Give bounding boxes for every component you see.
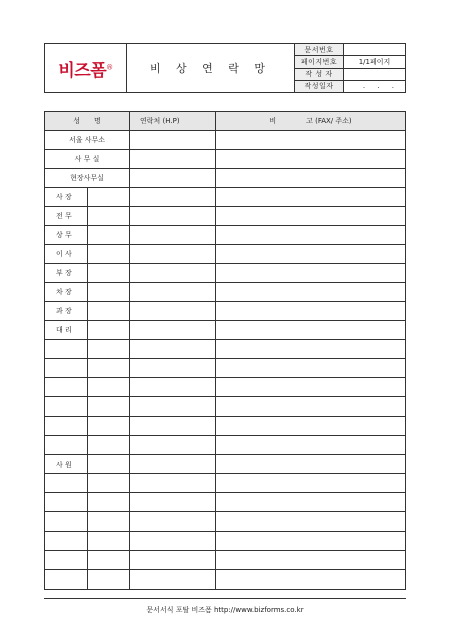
staff-row	[45, 359, 405, 378]
col-header-note-b: 고 (FAX/ 주소)	[306, 117, 352, 125]
meta-label: 작 성 자	[295, 69, 344, 80]
staff-row	[45, 378, 405, 397]
phone-cell[interactable]	[130, 532, 216, 550]
table-row	[45, 169, 405, 188]
name-cell[interactable]	[88, 397, 130, 415]
office-label: 현장사무실	[45, 169, 130, 187]
phone-cell[interactable]	[130, 397, 216, 415]
note-cell[interactable]	[216, 340, 405, 358]
col-header-note-a: 비	[269, 117, 277, 125]
staff-row	[45, 436, 405, 455]
table-row	[45, 150, 405, 169]
rank-label: 과 장	[45, 302, 88, 320]
name-cell[interactable]	[88, 340, 130, 358]
office-label: 사 무 실	[45, 150, 130, 168]
name-cell[interactable]	[88, 455, 130, 473]
bizforms-logo: 비즈폼®	[58, 60, 113, 81]
note-cell[interactable]	[216, 397, 405, 415]
note-cell[interactable]	[216, 264, 405, 282]
meta-table	[295, 44, 405, 92]
phone-cell[interactable]	[130, 417, 216, 435]
phone-cell[interactable]	[130, 226, 216, 244]
staff-row	[45, 532, 405, 551]
staff-row	[45, 512, 405, 531]
table-row	[45, 283, 405, 302]
table-row	[45, 245, 405, 264]
phone-cell[interactable]	[130, 474, 216, 492]
name-cell[interactable]	[88, 283, 130, 301]
name-cell[interactable]	[88, 570, 130, 589]
name-cell[interactable]	[88, 512, 130, 530]
phone-cell[interactable]	[130, 359, 216, 377]
note-cell[interactable]	[216, 150, 405, 168]
office-label: 서울 사무소	[45, 131, 130, 149]
logo-cell	[45, 44, 127, 92]
phone-cell[interactable]	[130, 188, 216, 206]
meta-label: 문서번호	[295, 44, 344, 55]
table-header-row	[45, 112, 405, 131]
rank-label: 상 무	[45, 226, 88, 244]
phone-cell[interactable]	[130, 455, 216, 473]
staff-row	[45, 493, 405, 512]
note-cell[interactable]	[216, 226, 405, 244]
name-cell[interactable]	[88, 302, 130, 320]
name-cell[interactable]	[88, 359, 130, 377]
phone-cell[interactable]	[130, 245, 216, 263]
contact-table	[44, 111, 406, 590]
phone-cell[interactable]	[130, 207, 216, 225]
table-row	[45, 321, 405, 340]
name-cell[interactable]	[88, 321, 130, 339]
name-cell[interactable]	[88, 207, 130, 225]
phone-cell[interactable]	[130, 493, 216, 511]
note-cell[interactable]	[216, 551, 405, 569]
rank-label: 부 장	[45, 264, 88, 282]
note-cell[interactable]	[216, 417, 405, 435]
note-cell[interactable]	[216, 131, 405, 149]
rank-label: 이 사	[45, 245, 88, 263]
phone-cell[interactable]	[130, 131, 216, 149]
title-cell	[127, 44, 295, 92]
name-cell[interactable]	[88, 264, 130, 282]
staff-row	[45, 397, 405, 416]
author-field[interactable]	[344, 69, 405, 80]
note-cell[interactable]	[216, 436, 405, 454]
doc-number-field[interactable]	[344, 44, 405, 55]
staff-label: 사 원	[45, 340, 88, 589]
note-cell[interactable]	[216, 378, 405, 396]
phone-cell[interactable]	[130, 150, 216, 168]
note-cell[interactable]	[216, 207, 405, 225]
note-cell[interactable]	[216, 532, 405, 550]
note-cell[interactable]	[216, 512, 405, 530]
staff-row	[45, 570, 405, 589]
meta-row-doc-number	[295, 44, 405, 56]
phone-cell[interactable]	[130, 169, 216, 187]
phone-cell[interactable]	[130, 551, 216, 569]
footer-text: 문서서식 포탈 비즈폼 http://www.bizforms.co.kr	[146, 606, 304, 614]
table-row	[45, 302, 405, 321]
name-cell[interactable]	[88, 436, 130, 454]
name-cell[interactable]	[88, 493, 130, 511]
note-cell[interactable]	[216, 493, 405, 511]
document-header	[44, 43, 406, 93]
rank-label: 사 장	[45, 188, 88, 206]
note-cell[interactable]	[216, 169, 405, 187]
document-title: 비 상 연 락 망	[149, 62, 272, 75]
meta-row-page-number	[295, 56, 405, 68]
col-header-phone: 연락처 (H.P)	[130, 112, 216, 130]
phone-cell[interactable]	[130, 340, 216, 358]
phone-cell[interactable]	[130, 302, 216, 320]
name-cell[interactable]	[88, 417, 130, 435]
meta-label: 페이지번호	[295, 56, 344, 67]
table-row	[45, 131, 405, 150]
meta-row-date	[295, 81, 405, 92]
staff-row	[45, 474, 405, 493]
footer-divider	[44, 598, 406, 599]
note-cell[interactable]	[216, 245, 405, 263]
note-cell[interactable]	[216, 188, 405, 206]
phone-cell[interactable]	[130, 378, 216, 396]
staff-row	[45, 551, 405, 570]
note-cell[interactable]	[216, 283, 405, 301]
staff-row	[45, 455, 405, 474]
note-cell[interactable]	[216, 302, 405, 320]
phone-cell[interactable]	[130, 321, 216, 339]
meta-label: 작성일자	[295, 81, 344, 92]
note-cell[interactable]	[216, 570, 405, 589]
phone-cell[interactable]	[130, 436, 216, 454]
name-cell[interactable]	[88, 188, 130, 206]
name-cell[interactable]	[88, 474, 130, 492]
name-cell[interactable]	[88, 378, 130, 396]
date-field[interactable]: . . .	[362, 82, 399, 91]
note-cell[interactable]	[216, 359, 405, 377]
phone-cell[interactable]	[130, 283, 216, 301]
phone-cell[interactable]	[130, 512, 216, 530]
note-cell[interactable]	[216, 474, 405, 492]
name-cell[interactable]	[88, 245, 130, 263]
note-cell[interactable]	[216, 455, 405, 473]
meta-row-author	[295, 69, 405, 81]
col-header-name: 성명	[45, 112, 130, 130]
phone-cell[interactable]	[130, 570, 216, 589]
table-row	[45, 264, 405, 283]
rank-label: 차 장	[45, 283, 88, 301]
name-cell[interactable]	[88, 551, 130, 569]
rank-label: 대 리	[45, 321, 88, 339]
name-cell[interactable]	[88, 226, 130, 244]
table-row	[45, 226, 405, 245]
name-cell[interactable]	[88, 532, 130, 550]
table-row	[45, 207, 405, 226]
note-cell[interactable]	[216, 321, 405, 339]
staff-row	[45, 417, 405, 436]
staff-row	[45, 340, 405, 359]
col-header-note	[216, 112, 405, 130]
phone-cell[interactable]	[130, 264, 216, 282]
rank-label: 전 무	[45, 207, 88, 225]
page-number-value: 1/1페이지	[358, 57, 391, 66]
table-row	[45, 188, 405, 207]
